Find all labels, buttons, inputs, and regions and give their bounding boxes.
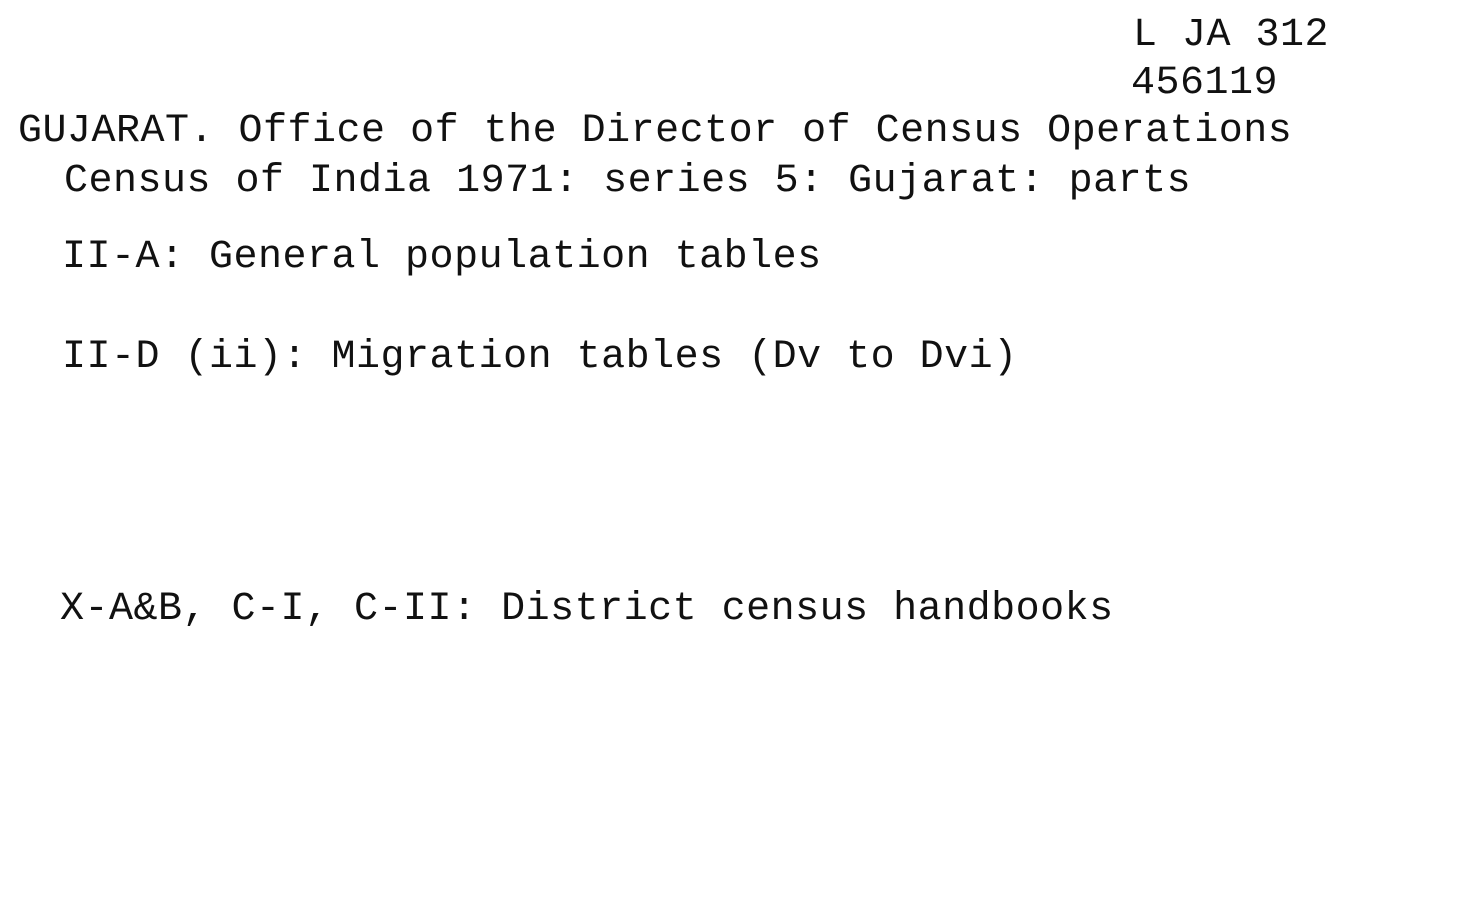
author-heading: GUJARAT. Office of the Director of Census Operations (18, 109, 1293, 154)
accession-number: 456119 (1131, 61, 1279, 106)
title-line: Census of India 1971: series 5: Gujarat: parts (64, 159, 1192, 204)
call-number: L JA 312 (1133, 13, 1330, 58)
part-entry: X-A&B, C-I, C-II: District census handbooks (60, 587, 1114, 632)
part-entry: II-D (ii): Migration tables (Dv to Dvi) (62, 335, 1018, 380)
part-entry: II-A: General population tables (62, 235, 822, 280)
